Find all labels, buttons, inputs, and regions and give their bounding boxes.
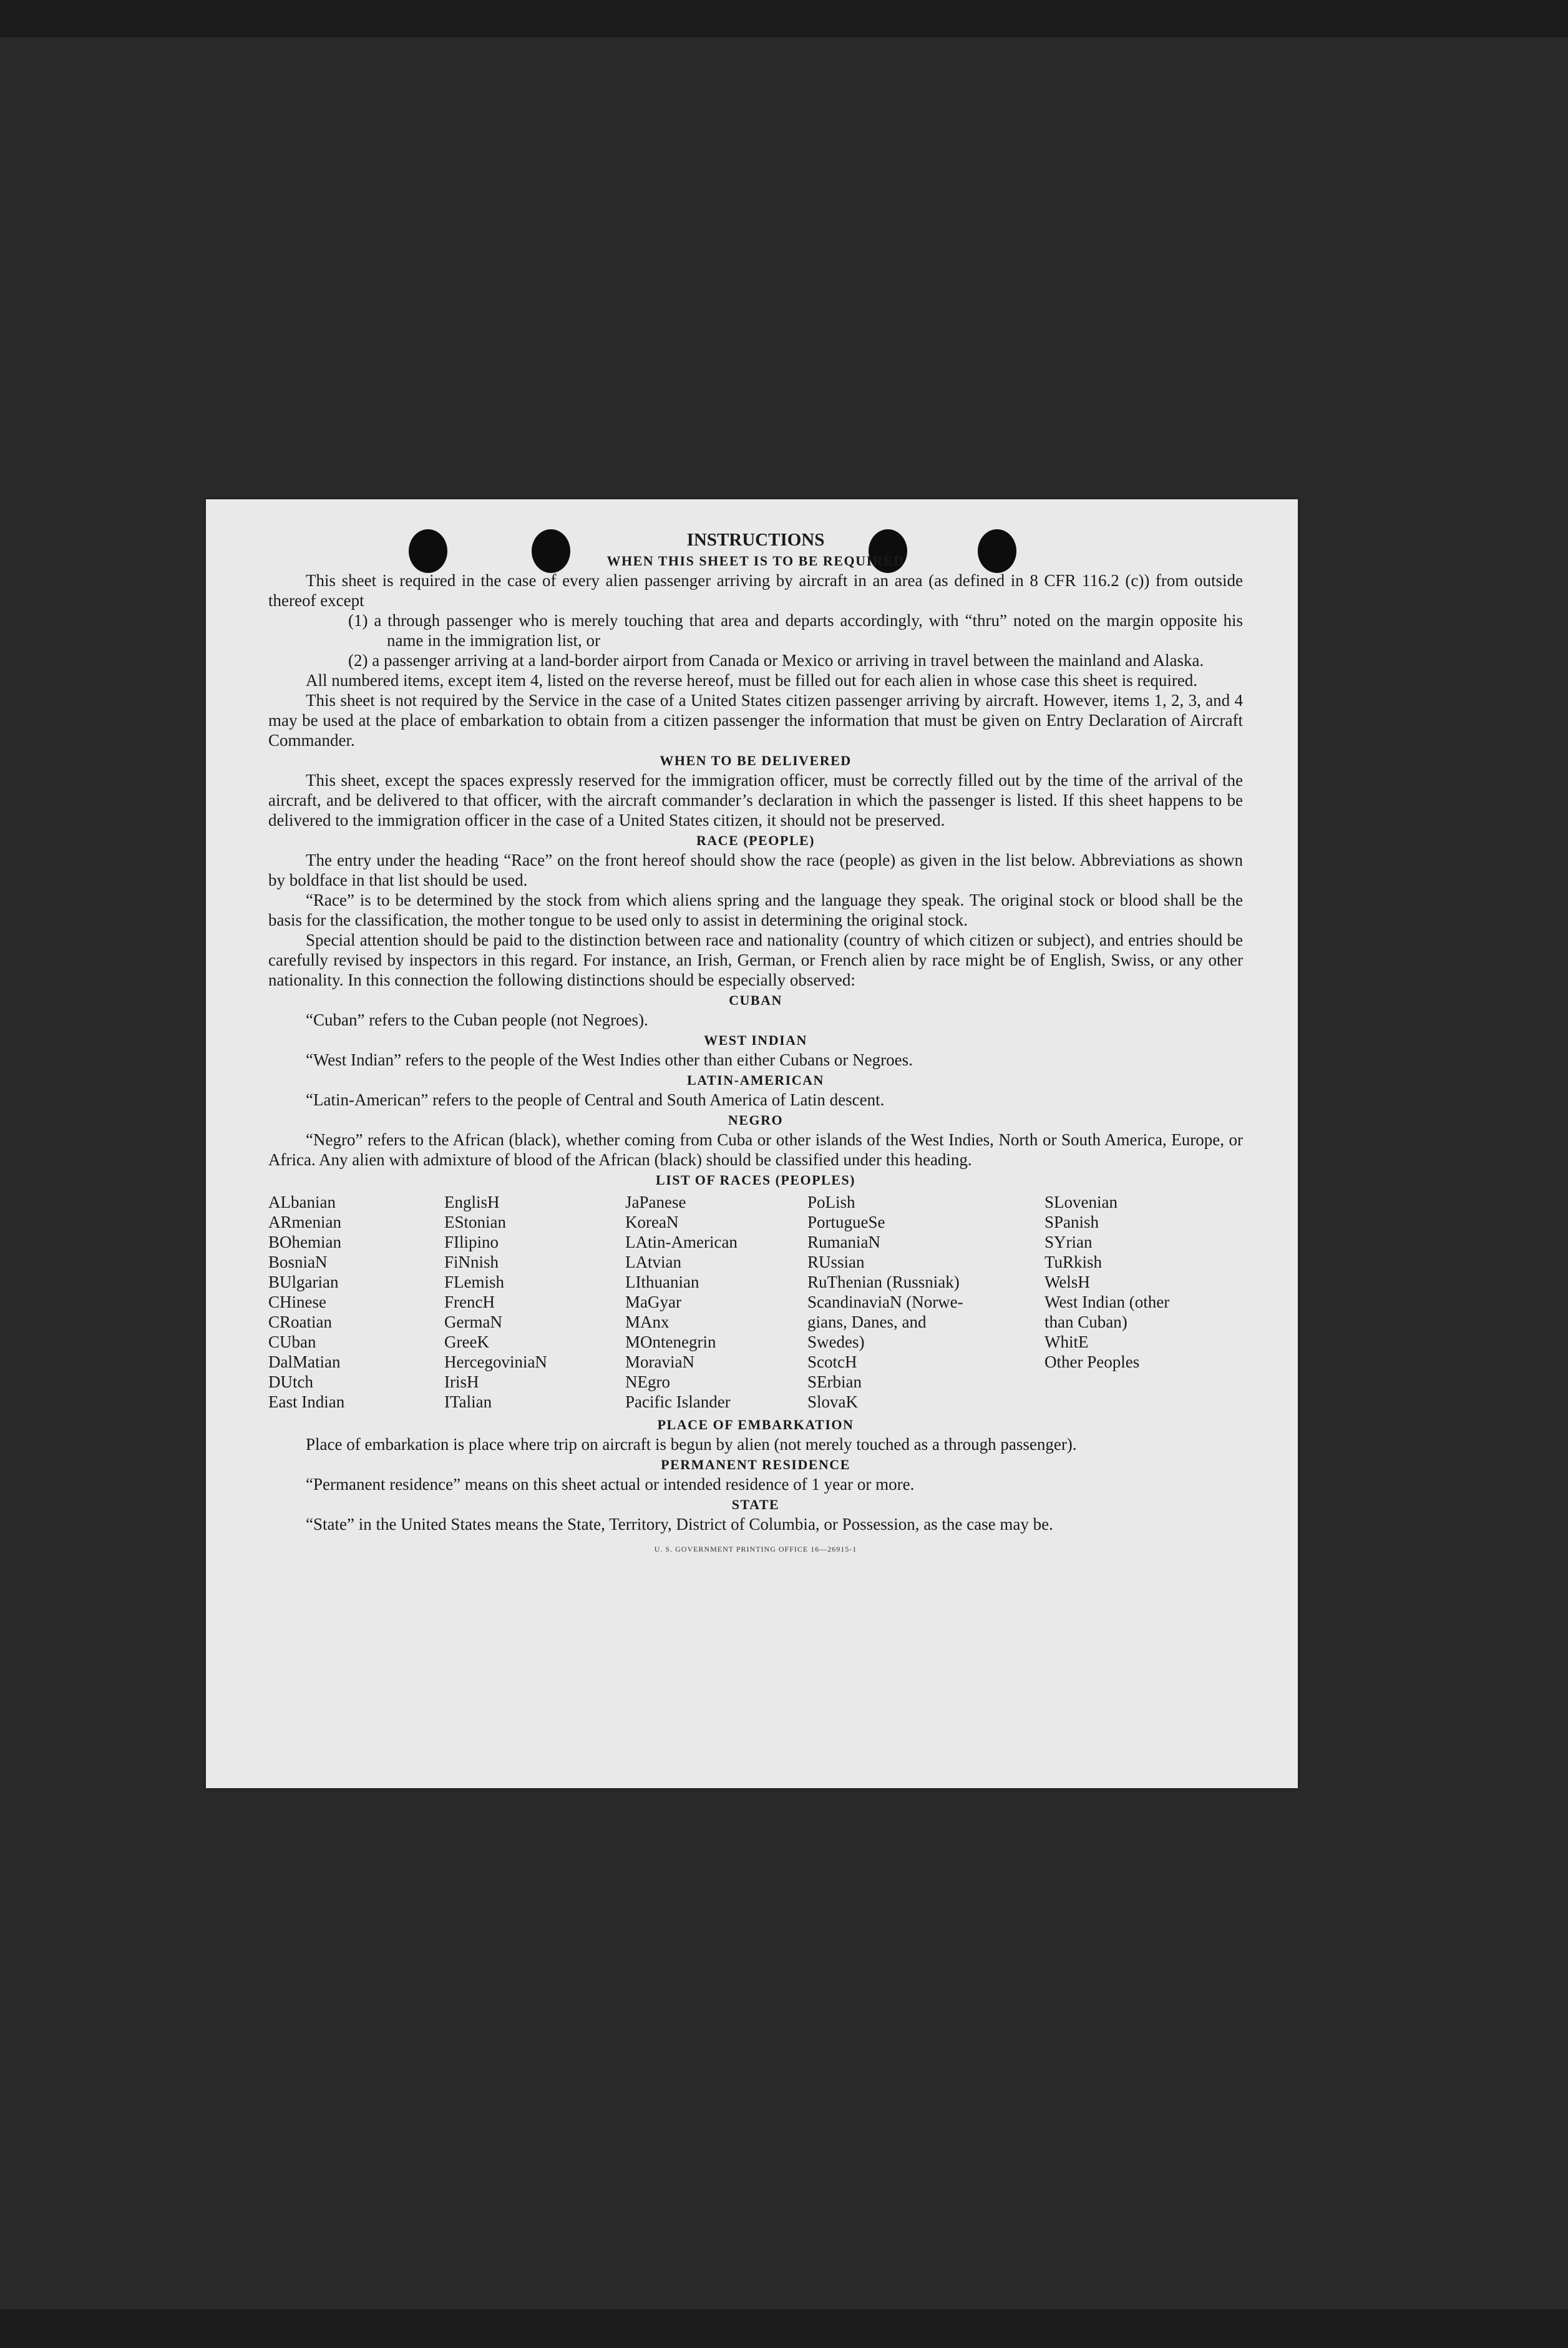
race-entry: EStonian [444, 1213, 506, 1231]
paragraph: “Race” is to be determined by the stock from which aliens spring and the language they speak. The original stock or blood shall be the basis for the classification, the mother tongue to be used only to assist in determining the original stock. [268, 891, 1243, 929]
numbered-item: (1) a through passenger who is merely touching that area and departs accordingly, with “thru” noted on the margin opposite his name in the immigration list, or [348, 611, 1243, 650]
paragraph: This sheet is required in the case of every alien passenger arriving by aircraft in an area (as defined in 8 CFR 116.2 (c)) from outside thereof except [268, 571, 1243, 610]
race-entry: SLovenian [1045, 1193, 1118, 1211]
race-column [625, 1192, 807, 1412]
race-entry: GermaN [444, 1313, 502, 1331]
printer-imprint: U. S. GOVERNMENT PRINTING OFFICE 16—26915-1 [654, 1545, 857, 1553]
paragraph: Special attention should be paid to the distinction between race and nationality (country of which citizen or subject), and entries should be carefully revised by inspectors in this regard. For instance, an Irish, German, or French alien by race might be of English, Swiss, or any other nationality. In this connection the following distinctions should be especially observed: [268, 931, 1243, 989]
race-entry: DUtch [268, 1372, 313, 1391]
section-heading: WEST INDIAN [704, 1032, 807, 1048]
race-entry: Pacific Islander [625, 1392, 731, 1411]
race-entry: East Indian [268, 1392, 345, 1411]
paragraph: “West Indian” refers to the people of the West Indies other than either Cubans or Negroes. [306, 1050, 913, 1069]
race-entry: MAnx [625, 1313, 670, 1331]
race-column [1045, 1192, 1232, 1412]
race-entry: MOntenegrin [625, 1333, 716, 1351]
race-entry: HercegoviniaN [444, 1353, 547, 1371]
race-entry: BUlgarian [268, 1273, 339, 1291]
race-entry: ALbanian [268, 1193, 336, 1211]
section-heading: RACE (PEOPLE) [696, 833, 815, 848]
race-list-heading: LIST OF RACES (PEOPLES) [656, 1172, 855, 1188]
race-entry: BOhemian [268, 1233, 341, 1251]
sheet-content [268, 529, 1243, 1559]
race-entry: PortugueSe [807, 1213, 885, 1231]
instruction-sheet [206, 499, 1298, 1788]
race-entry: FrencH [444, 1293, 495, 1311]
background-streak [0, 0, 1568, 37]
race-entry: KoreaN [625, 1213, 679, 1231]
section-heading: NEGRO [728, 1112, 784, 1128]
race-column [444, 1192, 625, 1412]
race-entry: ScandinaviaN (Norwe- [807, 1293, 963, 1311]
race-entry: WelsH [1045, 1273, 1090, 1291]
race-entry: Swedes) [807, 1333, 865, 1351]
paragraph: “Cuban” refers to the Cuban people (not Negroes). [306, 1010, 648, 1029]
race-entry: JaPanese [625, 1193, 686, 1211]
paragraph: This sheet, except the spaces expressly reserved for the immigration officer, must be correctly filled out by the time of the arrival of the aircraft, and be delivered to that officer, with the aircraft commander’s declaration in which the passenger is listed. If this sheet happens to be delivered to the immigration officer in the case of a United States citizen, it should not be preserved. [268, 771, 1243, 829]
race-entry: TuRkish [1045, 1253, 1103, 1271]
race-entry: ScotcH [807, 1353, 857, 1371]
race-entry: EnglisH [444, 1193, 500, 1211]
race-entry: CRoatian [268, 1313, 332, 1331]
race-entry: FIlipino [444, 1233, 499, 1251]
section-heading: PLACE OF EMBARKATION [657, 1417, 854, 1432]
race-entry: SlovaK [807, 1392, 858, 1411]
section-heading: WHEN THIS SHEET IS TO BE REQUIRED [606, 553, 905, 569]
race-column [268, 1192, 444, 1412]
race-entry: LAtin-American [625, 1233, 738, 1251]
race-entry: Other Peoples [1045, 1353, 1140, 1371]
race-entry: RUssian [807, 1253, 865, 1271]
paragraph: This sheet is not required by the Service in the case of a United States citizen passenger arriving by aircraft. However, items 1, 2, 3, and 4 may be used at the place of embarkation to obtain from a citizen passenger the information that must be given on Entry Declaration of Aircraft Commander. [268, 691, 1243, 750]
race-entry: LIthuanian [625, 1273, 699, 1291]
paragraph: Place of embarkation is place where trip on aircraft is begun by alien (not merely touched as a through passenger). [306, 1435, 1077, 1454]
race-entry: MoraviaN [625, 1353, 694, 1371]
background-streak [0, 2309, 1568, 2348]
section-heading: WHEN TO BE DELIVERED [660, 753, 852, 768]
race-entry: CHinese [268, 1293, 326, 1311]
race-entry: FLemish [444, 1273, 505, 1291]
race-entry: DalMatian [268, 1353, 341, 1371]
paragraph: “State” in the United States means the State, Territory, District of Columbia, or Possession, as the case may be. [306, 1515, 1053, 1534]
section-heading: PERMANENT RESIDENCE [661, 1457, 850, 1472]
sheet-title: INSTRUCTIONS [686, 530, 825, 550]
race-entry: than Cuban) [1045, 1313, 1127, 1331]
race-entry: SYrian [1045, 1233, 1093, 1251]
section-heading: LATIN-AMERICAN [687, 1072, 824, 1088]
race-entry: PoLish [807, 1193, 855, 1211]
race-entry: WhitE [1045, 1333, 1089, 1351]
race-entry: IrisH [444, 1372, 479, 1391]
race-entry: BosniaN [268, 1253, 328, 1271]
race-column [807, 1192, 1045, 1412]
section-heading: STATE [731, 1497, 780, 1512]
race-entry: RumaniaN [807, 1233, 880, 1251]
race-entry: CUban [268, 1333, 316, 1351]
paragraph: “Permanent residence” means on this sheet actual or intended residence of 1 year or more. [306, 1475, 915, 1494]
race-entry: West Indian (other [1045, 1293, 1170, 1311]
race-entry: NEgro [625, 1372, 670, 1391]
race-entry: RuThenian (Russniak) [807, 1273, 960, 1291]
race-entry: SPanish [1045, 1213, 1099, 1231]
section-heading: CUBAN [729, 992, 782, 1008]
race-entry: gians, Danes, and [807, 1313, 927, 1331]
race-entry: LAtvian [625, 1253, 681, 1271]
paragraph: All numbered items, except item 4, listed on the reverse hereof, must be filled out for each alien in whose case this sheet is required. [306, 671, 1198, 690]
race-entry: SErbian [807, 1372, 862, 1391]
race-entry: GreeK [444, 1333, 489, 1351]
paragraph: “Latin-American” refers to the people of Central and South America of Latin descent. [306, 1090, 885, 1109]
paragraph: “Negro” refers to the African (black), whether coming from Cuba or other islands of the West Indies, North or South America, Europe, or Africa. Any alien with admixture of blood of the African (black) should be classified under this heading. [268, 1130, 1243, 1169]
numbered-item: (2) a passenger arriving at a land-border airport from Canada or Mexico or arriving in travel between the mainland and Alaska. [348, 651, 1204, 670]
race-entry: MaGyar [625, 1293, 681, 1311]
race-entry: ARmenian [268, 1213, 341, 1231]
race-list [268, 1192, 1243, 1412]
race-entry: ITalian [444, 1392, 492, 1411]
race-entry: FiNnish [444, 1253, 499, 1271]
paragraph: The entry under the heading “Race” on the front hereof should show the race (people) as given in the list below. Abbreviations as shown by boldface in that list should be used. [268, 851, 1243, 889]
